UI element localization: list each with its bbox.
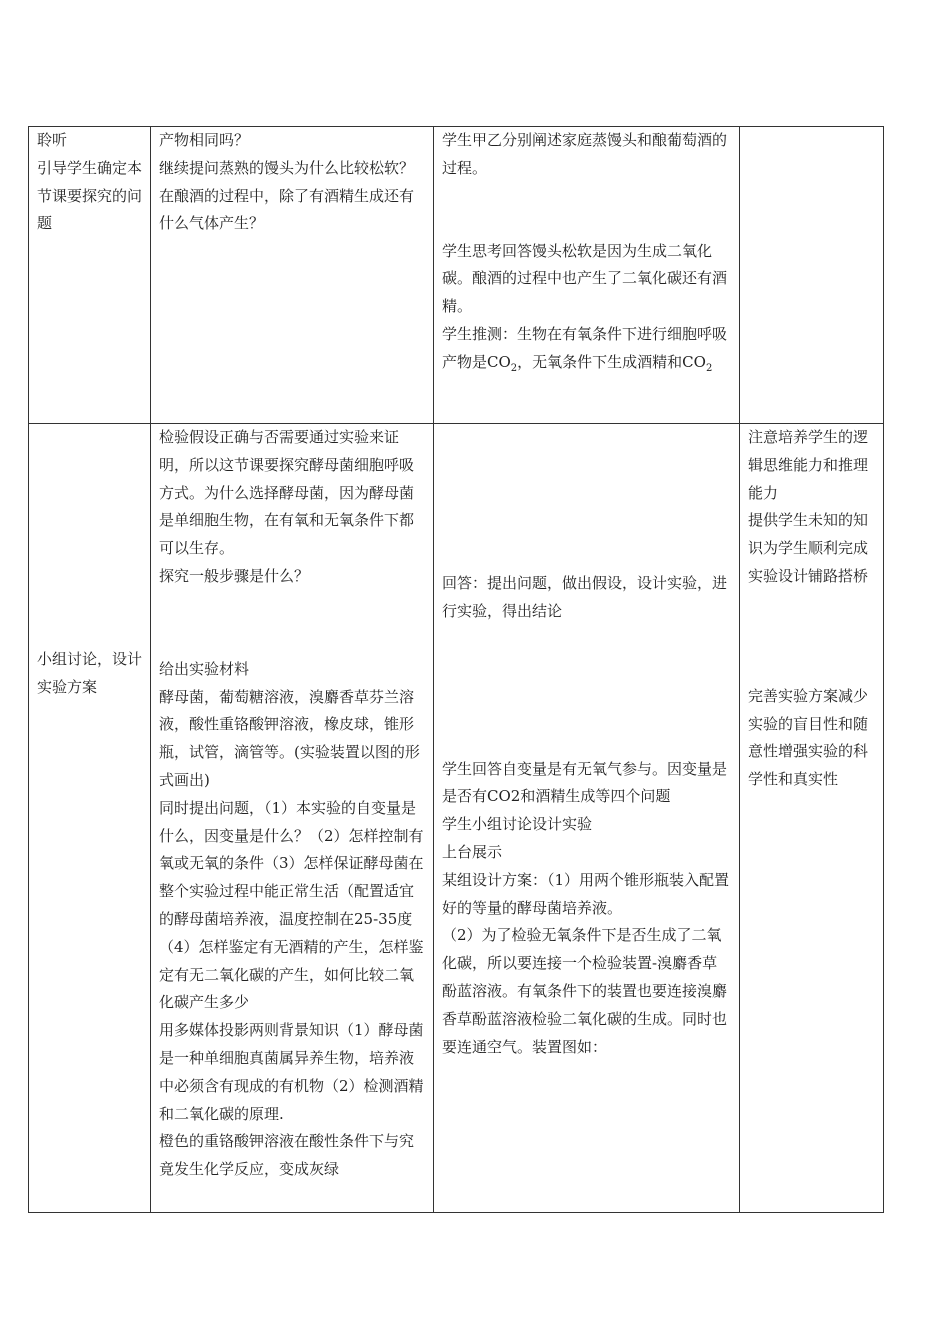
activity-text: 聆听 [37,131,68,149]
student-text: 学生思考回答馒头松软是因为生成二氧化碳。酿酒的过程中也产生了二氧化碳还有酒精。 [442,241,728,316]
lesson-plan-table [28,126,884,1213]
teacher-text: 酵母菌，葡萄糖溶液，溴麝香草芬兰溶液，酸性重铬酸钾溶液，橡皮球，锥形瓶，试管，滴管等。(实验装置以图的形式画出) [159,687,420,789]
activity-text: 引导学生确定本节课要探究的问题 [37,158,143,233]
activity-cell [29,127,151,424]
student-cell [434,424,740,1213]
teacher-text: 继续提问蒸熟的馒头为什么比较松软？在酿酒的过程中，除了有酒精生成还有什么气体产生？ [159,158,415,233]
teacher-text: 产物相同吗？ [159,131,250,149]
student-text: 学生小组讨论设计实验 [442,815,593,834]
teacher-text: 检验假设正确与否需要通过实验来证明，所以这节课要探究酵母菌细胞呼吸方式。为什么选择酵母菌，因为酵母菌是单细胞生物，在有氧和无氧条件下都可以生存。 [159,428,415,558]
student-hypothesis: 学生推测：生物在有氧条件下进行细胞呼吸产物是$CO_2$，无氧条件下生成酒精和$CO_2$ [442,324,728,374]
design-intent-cell [740,424,884,1213]
design-intent-text: 提供学生未知的知识为学生顺利完成实验设计铺路搭桥 [748,511,869,585]
teacher-cell [151,127,434,424]
student-text: 学生回答自变量是有无氧气参与。因变量是是否有CO2和酒精生成等四个问题 [442,759,728,806]
activity-cell [29,424,151,1213]
teacher-text: 给出实验材料 [159,659,250,678]
teacher-cell [151,424,434,1213]
student-text: （2）为了检验无氧条件下是否生成了二氧化碳，所以要连接一个检验装置-溴麝香草酚蓝溶液。有氧条件下的装置也要连接溴麝香草酚蓝溶液检验二氧化碳的生成。同时也要连通空气。装置图如： [442,926,728,1056]
design-intent-cell [740,127,884,424]
student-text: 学生甲乙分别阐述家庭蒸馒头和酿葡萄酒的过程。 [442,131,728,177]
student-text: 回答：提出问题，做出假设，设计实验，进行实验，得出结论 [442,574,728,620]
student-text: 某组设计方案：（1）用两个锥形瓶装入配置好的等量的酵母菌培养液。 [442,870,730,917]
design-intent-text: 完善实验方案减少实验的盲目性和随意性增强实验的科学性和真实性 [748,686,869,789]
student-text: 上台展示 [442,842,503,861]
design-intent-text: 注意培养学生的逻辑思维能力和推理能力 [748,428,869,502]
teacher-text: 用多媒体投影两则背景知识（1）酵母菌是一种单细胞真菌属异养生物，培养液中必须含有现成的有机物（2）检测酒精和二氧化碳的原理. [159,1021,424,1123]
teacher-text: 同时提出问题，（1）本实验的自变量是什么，因变量是什么？（2）怎样控制有氧或无氧的条件（3）怎样保证酵母菌在整个实验过程中能正常生活（配置适宜的酵母菌培养液，温度控制在25-35度（4）怎样鉴定有无酒精的产生，怎样鉴定有无二氧化碳的产生，如何比较二氧化碳产生多少 [159,798,424,1012]
table-row [29,127,884,424]
table-row [29,424,884,1213]
student-cell [434,127,740,424]
teacher-text: 橙色的重铬酸钾溶液在酸性条件下与究竟发生化学反应，变成灰绿 [159,1132,415,1179]
activity-text: 小组讨论，设计实验方案 [37,650,143,696]
teacher-text: 探究一般步骤是什么？ [159,566,310,585]
